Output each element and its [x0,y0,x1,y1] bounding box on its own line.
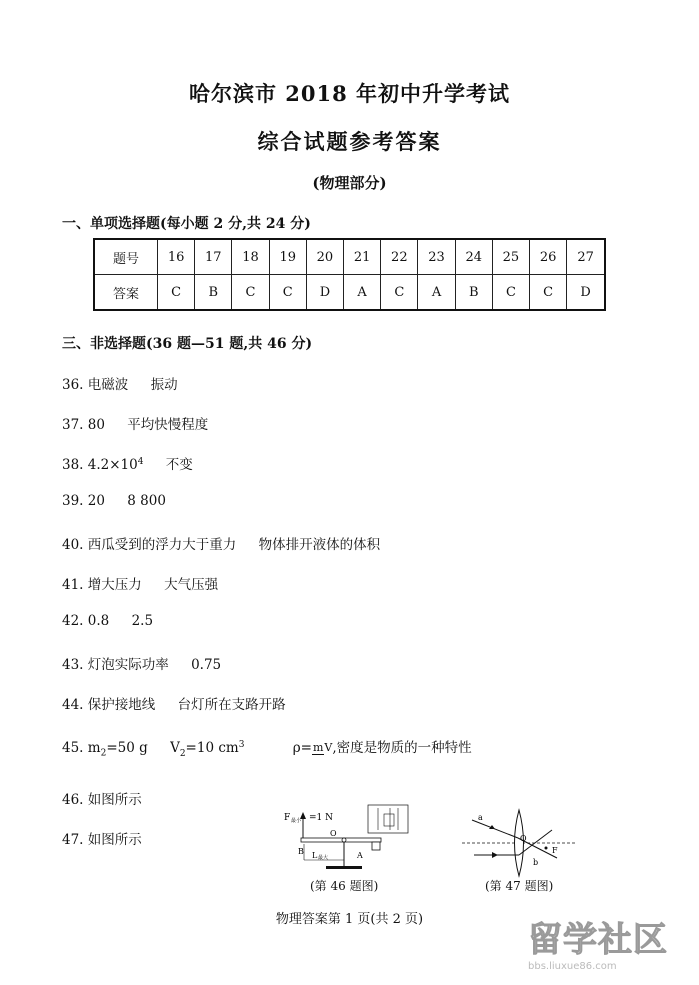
table-cell: 18 [232,239,269,275]
answer-part: 振动 [150,377,178,393]
answer-number: 38. [62,457,84,473]
answer-base: 4.2×10 [87,457,138,473]
answer-part: 灯泡实际功率 [87,657,169,673]
answer-part: 如图所示 [87,792,142,808]
mass-value: =50 g [106,740,148,756]
answer-number: 41. [62,577,84,593]
answer-number: 45. [62,740,84,756]
watermark-brand: 留学社区 [528,920,668,960]
figure-47-caption: (第 47 题图) [485,879,554,893]
focal-point [545,847,548,850]
answer-39 [62,493,166,509]
table-cell: 17 [195,239,232,275]
point-b-label: B [298,847,304,856]
answer-part: 如图所示 [87,832,142,848]
table-cell: B [455,275,492,311]
page-subtitle: (物理部分) [312,174,387,192]
spring-scale-inset [368,805,408,833]
force-subscript: 最小 [291,818,302,824]
table-cell: B [195,275,232,311]
table-cell: C [492,275,529,311]
page-title-secondary: 综合试题参考答案 [257,129,442,154]
table-cell: D [567,275,605,311]
ray-b-arrow [492,852,498,858]
answer-number: 39. [62,493,84,509]
answer-46 [62,788,142,808]
convex-lens [515,810,524,876]
table-cell: 16 [158,239,195,275]
table-cell: 23 [418,239,455,275]
answer-volume [170,740,244,759]
answer-table [93,238,606,311]
answer-43 [62,653,221,673]
watermark-url: bbs.liuxue86.com [528,961,617,972]
table-cell: C [381,275,418,311]
answer-part: 2.5 [131,613,154,629]
table-cell: C [158,275,195,311]
point-a-label: A [357,851,363,860]
figure-46-caption: (第 46 题图) [310,879,379,893]
density-formula [293,736,472,756]
table-cell: D [306,275,343,311]
table-cell: C [232,275,269,311]
answer-part: 电磁波 [87,377,129,393]
fraction-numerator: m [312,741,324,754]
answer-number: 36. [62,377,84,393]
mass-subscript: 2 [100,748,107,759]
section-heading-choice: 一、单项选择题(每小题 2 分,共 24 分) [62,216,311,232]
answer-part: 保护接地线 [87,697,156,713]
force-label: F [284,813,291,823]
answer-part: 西瓜受到的浮力大于重力 [87,537,237,553]
answer-part [88,457,144,474]
answer-part: 不变 [165,457,193,473]
table-cell: 26 [530,239,567,275]
page-footer: 物理答案第 1 页(共 2 页) [275,912,424,927]
answer-37 [62,413,208,433]
table-cell: 24 [455,239,492,275]
volume-symbol: V [170,740,180,756]
answer-part: 大气压强 [164,577,219,593]
section-heading-nonchoice: 三、非选择题(36 题—51 题,共 46 分) [62,336,313,352]
table-cell: 20 [306,239,343,275]
table-cell: 27 [567,239,605,275]
volume-subscript: 2 [179,748,186,759]
answer-38 [62,453,193,473]
watermark-logo [528,912,693,974]
table-cell: 22 [381,239,418,275]
answer-number: 37. [62,417,84,433]
pivot-point [342,838,346,842]
page-title: 哈尔滨市 2018 年初中升学考试 [188,81,511,106]
table-cell: A [418,275,455,311]
stand-base [326,866,362,869]
answer-part: 平均快慢程度 [127,417,209,433]
answer-36 [62,373,178,393]
answer-number: 42. [62,613,84,629]
force-value: =1 N [309,813,334,823]
ray-a-label: a [478,813,483,822]
answer-part: 0.75 [191,657,222,673]
arm-subscript: 最大 [318,855,329,861]
answer-part: 增大压力 [87,577,142,593]
answer-42 [62,613,153,629]
answer-part: 物体排开液体的体积 [258,537,381,553]
volume-exponent: 3 [238,739,245,750]
mass-symbol: m [87,740,101,756]
fraction-denominator: V [324,741,333,754]
table-cell: 25 [492,239,529,275]
table-row-answers [94,275,605,311]
table-cell: A [344,275,381,311]
answer-part: 0.8 [87,613,110,629]
focus-label: F [552,846,558,855]
density-fraction [312,742,332,755]
table-cell-label: 答案 [94,275,158,311]
lever-diagram [282,800,412,875]
density-statement: ,密度是物质的一种特性 [332,740,472,756]
volume-value: =10 cm [185,740,239,756]
lever-bar [301,838,381,842]
table-cell: C [269,275,306,311]
answer-number: 46. [62,792,84,808]
answer-45 [62,736,472,759]
arm-label: L [312,851,318,860]
answer-44 [62,693,286,713]
optical-center-label: O [520,834,527,843]
answer-number: 40. [62,537,84,553]
answer-part: 80 [87,417,105,433]
lens-diagram [462,808,577,878]
table-cell-label: 题号 [94,239,158,275]
answer-part: 8 800 [127,493,166,509]
answer-47 [62,828,142,848]
answer-mass [88,740,148,759]
table-row-question-numbers [94,239,605,275]
answer-number: 43. [62,657,84,673]
table-cell: 21 [344,239,381,275]
table-cell: C [530,275,567,311]
answer-part: 20 [87,493,105,509]
weight-block [372,842,380,850]
answer-part: 台灯所在支路开路 [177,697,286,713]
answer-41 [62,573,218,593]
answer-number: 47. [62,832,84,848]
table-cell: 19 [269,239,306,275]
answer-40 [62,533,380,553]
ray-b-label: b [533,858,539,867]
density-symbol: ρ= [292,740,312,756]
answer-number: 44. [62,697,84,713]
pivot-label: O [330,829,337,838]
answer-exponent: 4 [137,456,144,467]
